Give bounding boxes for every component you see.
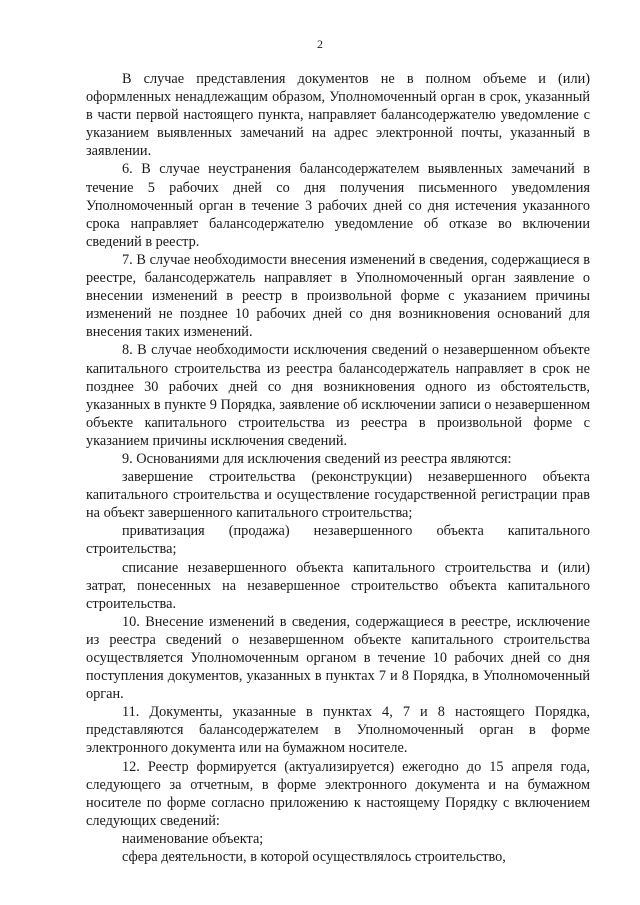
paragraph-9-item-write-off: списание незавершенного объекта капитального строительства и (или) затрат, понесенных на незавершенное строительство объекта капитального строительства. [86, 559, 590, 612]
paragraph-11: 11. Документы, указанные в пунктах 4, 7 и 8 настоящего Порядка, представляются балансодержателем в Уполномоченный орган в форме электронного документа или на бумажном носителе. [86, 704, 590, 757]
document-body [86, 70, 590, 866]
paragraph-10: 10. Внесение изменений в сведения, содержащиеся в реестре, исключение из реестра сведений о незавершенном объекте капитального строительства осуществляется Уполномоченным органом в течение 10 рабочих дней со дня поступления документов, указанных в пунктах 7 и 8 Порядка, в Уполномоченный орган. [86, 613, 590, 703]
paragraph-8: 8. В случае необходимости исключения сведений о незавершенном объекте капитального строительства из реестра балансодержатель направляет в срок не позднее 30 рабочих дней со дня возникновения одного из обстоятельств, указанных в пункте 9 Порядка, заявление об исключении записи о незавершенном объекте капитального строительства из реестра в произвольной форме с указанием причины исключения сведений. [86, 342, 590, 449]
paragraph-9-item-completion: завершение строительства (реконструкции) незавершенного объекта капитального строительства и осуществление государственной регистрации прав на объект завершенного капитального строительства; [86, 469, 590, 522]
paragraph-9-item-privatization: приватизация (продажа) незавершенного объекта капитального строительства; [86, 523, 590, 558]
paragraph-7: 7. В случае необходимости внесения изменений в сведения, содержащиеся в реестре, балансодержатель направляет в Уполномоченный орган заявление о внесении изменений в реестр в произвольной форме с указанием причины изменений не позднее 10 рабочих дней со дня возникновения оснований для внесения таких изменений. [86, 251, 590, 341]
paragraph-12-item-name: наименование объекта; [122, 830, 264, 847]
paragraph-9: 9. Основаниями для исключения сведений из реестра являются: [122, 450, 512, 467]
paragraph-12-item-sphere: сфера деятельности, в которой осуществлялось строительство, [122, 849, 506, 866]
paragraph-incomplete-documents: В случае представления документов не в полном объеме и (или) оформленных ненадлежащим образом, Уполномоченный орган в срок, указанный в части первой настоящего пункта, направляет балансодержателю уведомление с указанием выявленных замечаний на адрес электронной почты, указанный в заявлении. [86, 71, 590, 160]
paragraph-6: 6. В случае неустранения балансодержателем выявленных замечаний в течение 5 рабочих дней со дня получения письменного уведомления Уполномоченный орган в течение 3 рабочих дней со дня истечения указанного срока направляет балансодержателю уведомление об отказе во включении сведений в реестр. [86, 161, 590, 250]
paragraph-12: 12. Реестр формируется (актуализируется) ежегодно до 15 апреля года, следующего за отчетным, в форме электронного документа и на бумажном носителе по форме согласно приложению к настоящему Порядку с включением следующих сведений: [86, 758, 590, 829]
page-number: 2 [317, 37, 323, 51]
